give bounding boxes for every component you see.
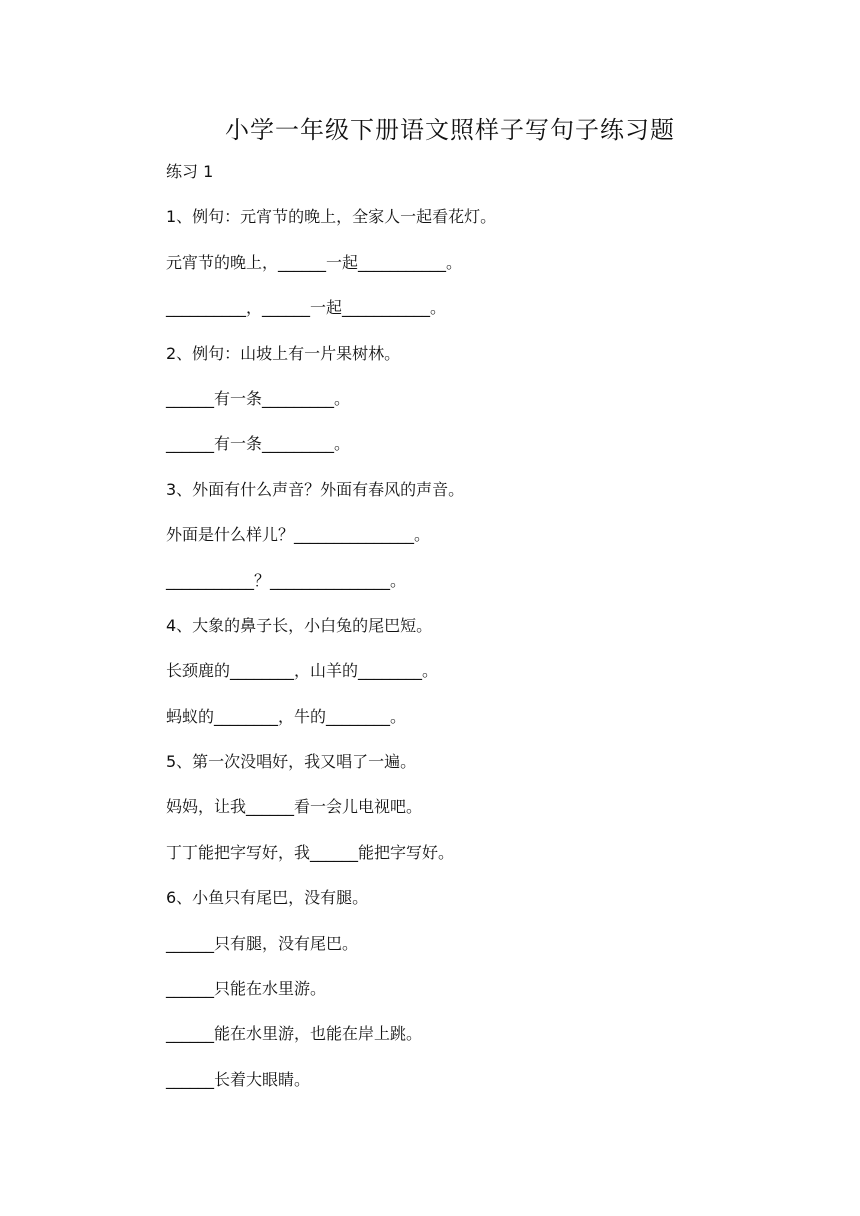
line-text: ______只能在水里游。 <box>166 979 327 999</box>
line-text: 长颈鹿的________，山羊的________。 <box>166 661 439 681</box>
line-text: 1、例句：元宵节的晚上，全家人一起看花灯。 <box>166 207 497 227</box>
fill-in-line <box>166 705 806 750</box>
exercise-prompt <box>166 886 806 931</box>
fill-in-line <box>166 1022 806 1067</box>
line-text: 练习 1 <box>166 162 214 181</box>
line-text: ______只有腿，没有尾巴。 <box>166 933 359 953</box>
exercise-prompt <box>166 205 806 250</box>
exercise-lines <box>166 160 806 1113</box>
fill-in-line <box>166 432 806 477</box>
line-text: ______有一条_________。 <box>166 388 351 408</box>
line-text: ______有一条_________。 <box>166 434 351 454</box>
fill-in-line <box>166 569 806 614</box>
line-text: 元宵节的晚上，______一起___________。 <box>166 252 463 272</box>
fill-in-line <box>166 1068 806 1113</box>
fill-in-line <box>166 251 806 296</box>
exercise-prompt <box>166 614 806 659</box>
fill-in-line <box>166 795 806 840</box>
line-text: 外面是什么样儿？_______________。 <box>166 525 431 545</box>
line-text: 蚂蚁的________，牛的________。 <box>166 706 407 726</box>
line-text: ___________？_______________。 <box>166 570 407 590</box>
section-heading <box>166 160 806 205</box>
line-text: __________，______一起___________。 <box>166 298 447 318</box>
line-text: 5、第一次没唱好，我又唱了一遍。 <box>166 752 417 772</box>
fill-in-line <box>166 977 806 1022</box>
fill-in-line <box>166 387 806 432</box>
fill-in-line <box>166 523 806 568</box>
fill-in-line <box>166 296 806 341</box>
page-title: 小学一年级下册语文照样子写句子练习题 <box>225 116 675 144</box>
line-text: 6、小鱼只有尾巴，没有腿。 <box>166 888 369 908</box>
fill-in-line <box>166 841 806 886</box>
line-text: 丁丁能把字写好，我______能把字写好。 <box>166 842 455 862</box>
line-text: ______长着大眼睛。 <box>166 1069 311 1089</box>
fill-in-line <box>166 932 806 977</box>
exercise-prompt <box>166 342 806 387</box>
exercise-prompt <box>166 478 806 523</box>
line-text: 妈妈，让我______看一会儿电视吧。 <box>166 797 423 817</box>
fill-in-line <box>166 659 806 704</box>
exercise-prompt <box>166 750 806 795</box>
line-text: 2、例句：山坡上有一片果树林。 <box>166 343 401 363</box>
line-text: 3、外面有什么声音？外面有春风的声音。 <box>166 479 465 499</box>
line-text: 4、大象的鼻子长，小白兔的尾巴短。 <box>166 615 433 635</box>
line-text: ______能在水里游，也能在岸上跳。 <box>166 1024 423 1044</box>
